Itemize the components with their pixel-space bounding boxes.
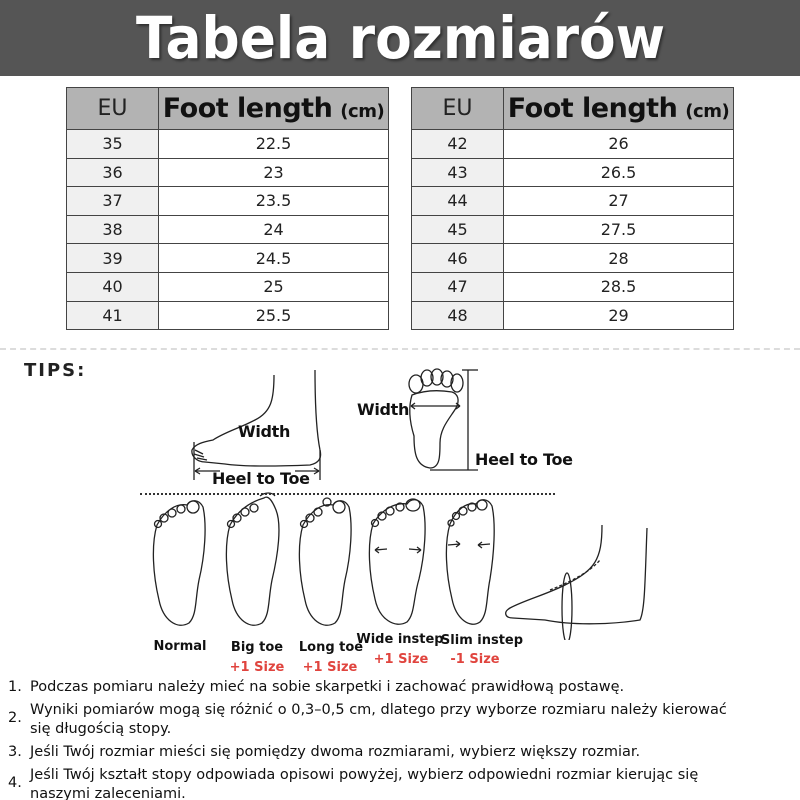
size-adjustment-label: +1 Size bbox=[373, 652, 429, 667]
table-row bbox=[67, 244, 389, 273]
eu-size-cell: 43 bbox=[412, 158, 504, 187]
top-view-foot-icon bbox=[400, 368, 480, 473]
table-row bbox=[67, 215, 389, 244]
note-text: Wyniki pomiarów mogą się różnić o 0,3–0,5 cm, dlatego przy wyborze rozmiaru należy kierować się długością stopy. bbox=[30, 702, 727, 737]
eu-size-cell: 48 bbox=[412, 301, 504, 330]
note-number: 3. bbox=[8, 744, 22, 760]
note-text: Jeśli Twój kształt stopy odpowiada opisowi powyżej, wybierz odpowiedni rozmiar kierując się naszymi zaleceniami. bbox=[30, 767, 699, 800]
foot-length-cell: 27 bbox=[504, 187, 734, 216]
foot-length-cell: 25 bbox=[159, 272, 389, 301]
top-length-label: Heel to Toe bbox=[475, 450, 573, 469]
foot-type-label: Wide instep bbox=[356, 632, 444, 647]
size-adjustment-label: -1 Size bbox=[450, 652, 500, 667]
foot-length-cell: 22.5 bbox=[159, 130, 389, 159]
table-row bbox=[412, 244, 734, 273]
eu-size-cell: 36 bbox=[67, 158, 159, 187]
eu-size-cell: 37 bbox=[67, 187, 159, 216]
foot-length-cell: 29 bbox=[504, 301, 734, 330]
note-item bbox=[8, 701, 798, 739]
note-number: 4. bbox=[8, 775, 22, 791]
eu-size-cell: 47 bbox=[412, 272, 504, 301]
table-row bbox=[412, 272, 734, 301]
column-header-foot-length bbox=[504, 88, 734, 130]
eu-size-cell: 40 bbox=[67, 272, 159, 301]
unit-label: (cm) bbox=[340, 101, 385, 122]
long-toe-foot-icon bbox=[293, 490, 358, 630]
size-adjustment-label: +1 Size bbox=[229, 660, 285, 675]
eu-size-cell: 42 bbox=[412, 130, 504, 159]
eu-size-cell: 35 bbox=[67, 130, 159, 159]
table-row bbox=[67, 130, 389, 159]
foot-length-label: Foot length bbox=[162, 93, 333, 124]
table-header-row bbox=[67, 88, 389, 130]
column-header-eu: EU bbox=[67, 88, 159, 130]
side-length-label: Heel to Toe bbox=[212, 469, 310, 488]
title-banner bbox=[0, 0, 800, 76]
eu-size-cell: 38 bbox=[67, 215, 159, 244]
foot-length-cell: 24.5 bbox=[159, 244, 389, 273]
foot-type-label: Long toe bbox=[298, 640, 364, 655]
dashed-divider bbox=[0, 348, 800, 350]
table-row bbox=[412, 158, 734, 187]
table-row bbox=[412, 187, 734, 216]
size-adjustment-label: +1 Size bbox=[302, 660, 358, 675]
note-text: Podczas pomiaru należy mieć na sobie skarpetki i zachować prawidłową postawę. bbox=[30, 679, 625, 695]
foot-length-cell: 26.5 bbox=[504, 158, 734, 187]
foot-type-label: Normal bbox=[153, 639, 207, 654]
side-width-label: Width bbox=[238, 422, 291, 441]
table-row bbox=[67, 158, 389, 187]
foot-length-cell: 23.5 bbox=[159, 187, 389, 216]
column-header-foot-length bbox=[159, 88, 389, 130]
table-row bbox=[412, 301, 734, 330]
eu-size-cell: 46 bbox=[412, 244, 504, 273]
eu-size-cell: 39 bbox=[67, 244, 159, 273]
table-row bbox=[67, 301, 389, 330]
foot-type-label: Big toe bbox=[230, 640, 284, 655]
wide-instep-foot-icon bbox=[365, 492, 430, 630]
table-header-row bbox=[412, 88, 734, 130]
eu-size-cell: 45 bbox=[412, 215, 504, 244]
instep-measure-foot-icon bbox=[495, 520, 655, 640]
measurement-illustration bbox=[0, 360, 800, 680]
note-item bbox=[8, 678, 798, 697]
note-item bbox=[8, 743, 798, 762]
page-title: Tabela rozmiarów bbox=[135, 4, 665, 72]
foot-length-cell: 27.5 bbox=[504, 215, 734, 244]
column-header-eu: EU bbox=[412, 88, 504, 130]
foot-length-cell: 25.5 bbox=[159, 301, 389, 330]
foot-length-cell: 23 bbox=[159, 158, 389, 187]
top-width-label: Width bbox=[357, 400, 410, 419]
tips-heading: TIPS: bbox=[24, 360, 87, 381]
big-toe-foot-icon bbox=[220, 490, 285, 630]
table-row bbox=[412, 130, 734, 159]
foot-length-cell: 28 bbox=[504, 244, 734, 273]
normal-foot-icon bbox=[147, 495, 212, 630]
unit-label: (cm) bbox=[685, 101, 730, 122]
table-row bbox=[412, 215, 734, 244]
foot-length-cell: 28.5 bbox=[504, 272, 734, 301]
note-item bbox=[8, 766, 798, 800]
table-row bbox=[67, 187, 389, 216]
note-number: 1. bbox=[8, 679, 22, 695]
slim-instep-foot-icon bbox=[440, 492, 500, 630]
size-table-right bbox=[411, 87, 734, 330]
notes-list bbox=[8, 678, 798, 800]
size-table-left bbox=[66, 87, 389, 330]
note-text: Jeśli Twój rozmiar mieści się pomiędzy dwoma rozmiarami, wybierz większy rozmiar. bbox=[30, 744, 641, 760]
table-row bbox=[67, 272, 389, 301]
note-number: 2. bbox=[8, 710, 22, 726]
foot-length-label: Foot length bbox=[507, 93, 678, 124]
eu-size-cell: 44 bbox=[412, 187, 504, 216]
foot-length-cell: 24 bbox=[159, 215, 389, 244]
foot-type-label: Slim instep bbox=[440, 633, 524, 648]
eu-size-cell: 41 bbox=[67, 301, 159, 330]
foot-length-cell: 26 bbox=[504, 130, 734, 159]
